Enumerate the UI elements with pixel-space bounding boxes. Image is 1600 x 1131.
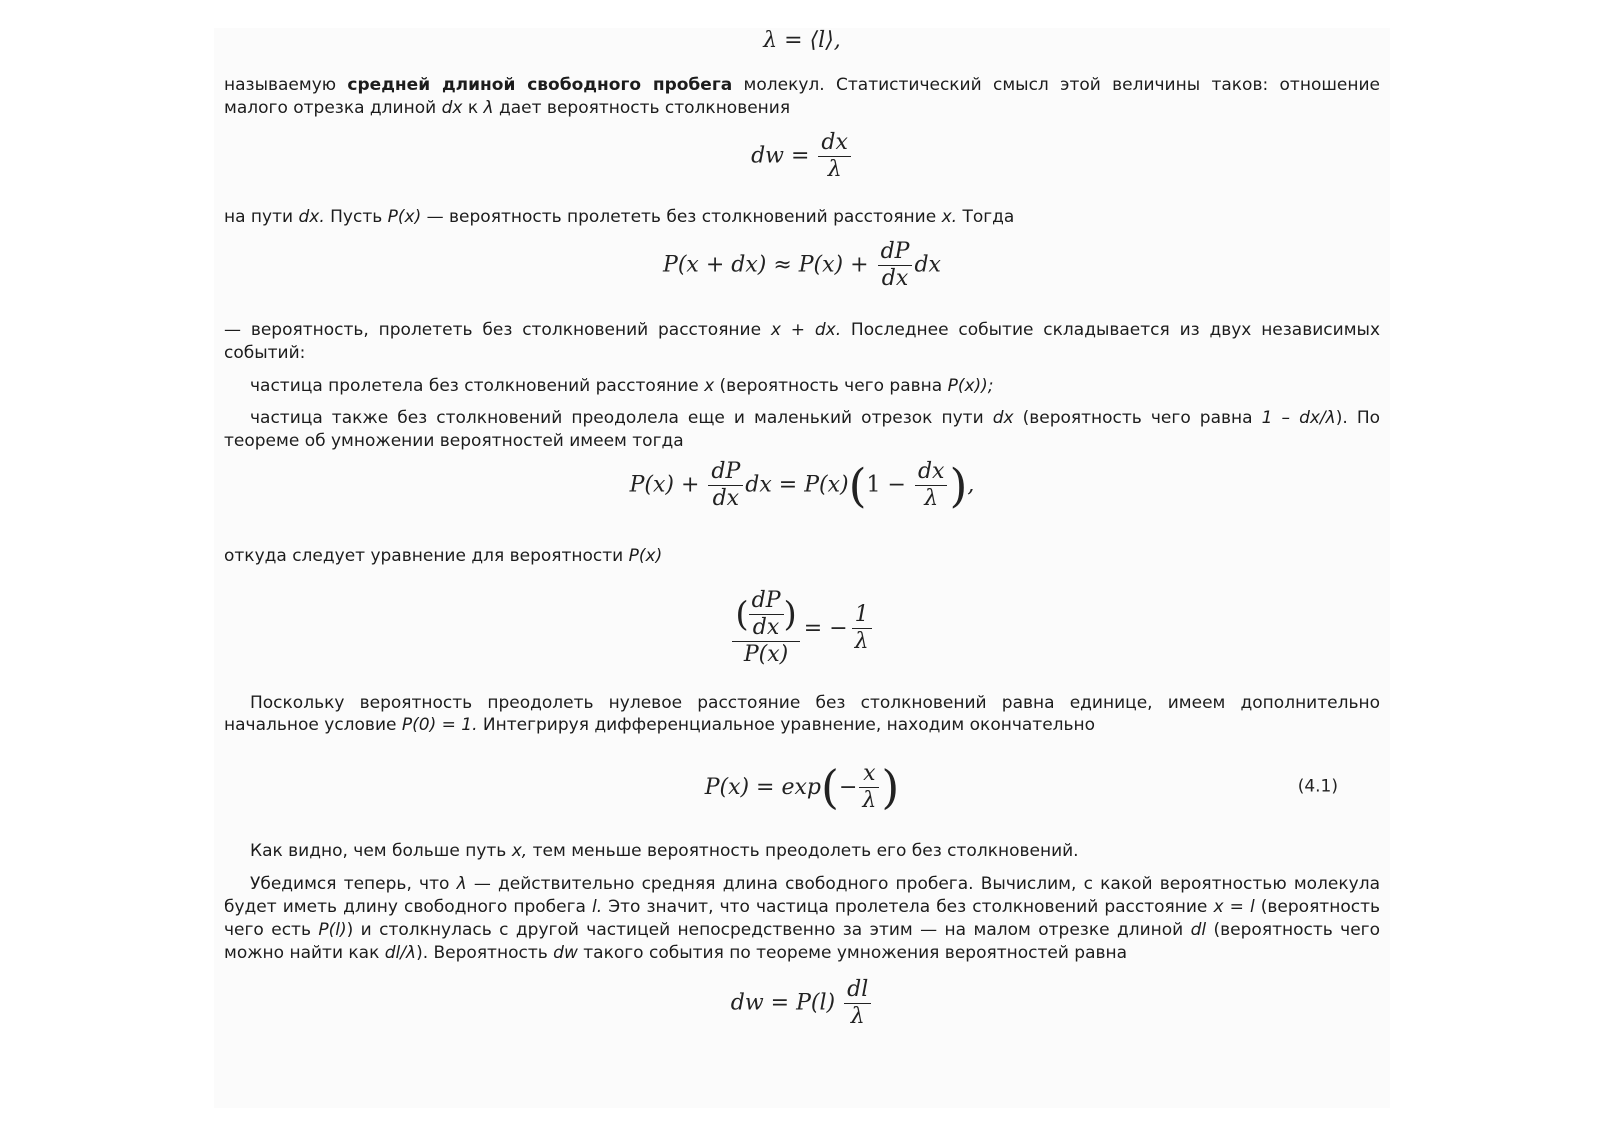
paragraph-equation-for-px: откуда следует уравнение для вероятности P(x) (224, 546, 663, 566)
equation-multiplication: P(x) + $\frac{dP}{dx}$ dx = P(x)(1 − $\frac{dx}{\lambda}$ ), (629, 458, 975, 513)
equation-exponential: P(x) = exp ( − $\frac{x}{\lambda}$ ) (4.1) (704, 760, 1338, 814)
paragraph-verification: Убедимся теперь, что λ — действительно средняя длина свободного пробега. Вычислим, с какой вероятностью молекула будет иметь длину свободного пробега l. Это значит, что частица пролетела без столкновений расстояние x = l (вероятность чего есть P(l)) и столкнулась с другой частицей непосредственно за этим — на малом отрезке длиной dl (вероятность чего можно найти как dl/λ). Вероятность dw такого события по теореме умножения вероятностей равна (224, 874, 1380, 963)
paragraph-definition: называемую средней длиной свободного пробега молекул. Статистический смысл этой величины таков: отношение малого отрезка длиной dx к λ дает вероятность столкновения (224, 75, 1380, 118)
paragraph-events: — вероятность, пролететь без столкновений расстояние x + dx. Последнее событие складывается из двух независимых событий: (224, 320, 1380, 363)
document-content (224, 30, 1380, 1043)
paragraph-probability-px: на пути dx. Пусть P(x) — вероятность пролететь без столкновений расстояние x. Тогда (224, 207, 1015, 227)
equation-differential: ( $\frac{dP}{dx}$ ) P(x) = − $\frac{1}{\lambda}$ (224, 576, 1380, 680)
paragraph-initial-condition: Поскольку вероятность преодолеть нулевое расстояние без столкновений равна единице, имеем дополнительно начальное условие P(0) = 1. Интегрируя дифференциальное уравнение, находим окончательно (224, 693, 1380, 735)
paragraph-event-two: частица также без столкновений преодолела еще и маленький отрезок пути dx (вероятность чего равна 1 – dx/λ). По теореме об умножении вероятностей имеем тогда (224, 408, 1381, 451)
paragraph-event-one: частица пролетела без столкновений расстояние x (вероятность чего равна P(x)); (250, 376, 994, 396)
equation-dw-l: dw = P(l) $\frac{dl}{\lambda}$ (224, 977, 1380, 1043)
equation-lambda-mean: λ = ⟨l⟩, (763, 28, 841, 53)
term-mean-free-path: средней длиной свободного пробега (347, 75, 733, 95)
paragraph-conclusion: Как видно, чем больше путь x, тем меньше вероятность преодолеть его без столкновений. (250, 841, 1079, 861)
equation-number: (4.1) (1297, 776, 1338, 797)
equation-dw: dw = $\frac{dx}{\lambda}$ (224, 130, 1380, 196)
equation-p-x-plus-dx: P(x + dx) ≈ P(x) + $\frac{dP}{dx}$ dx (663, 239, 941, 291)
